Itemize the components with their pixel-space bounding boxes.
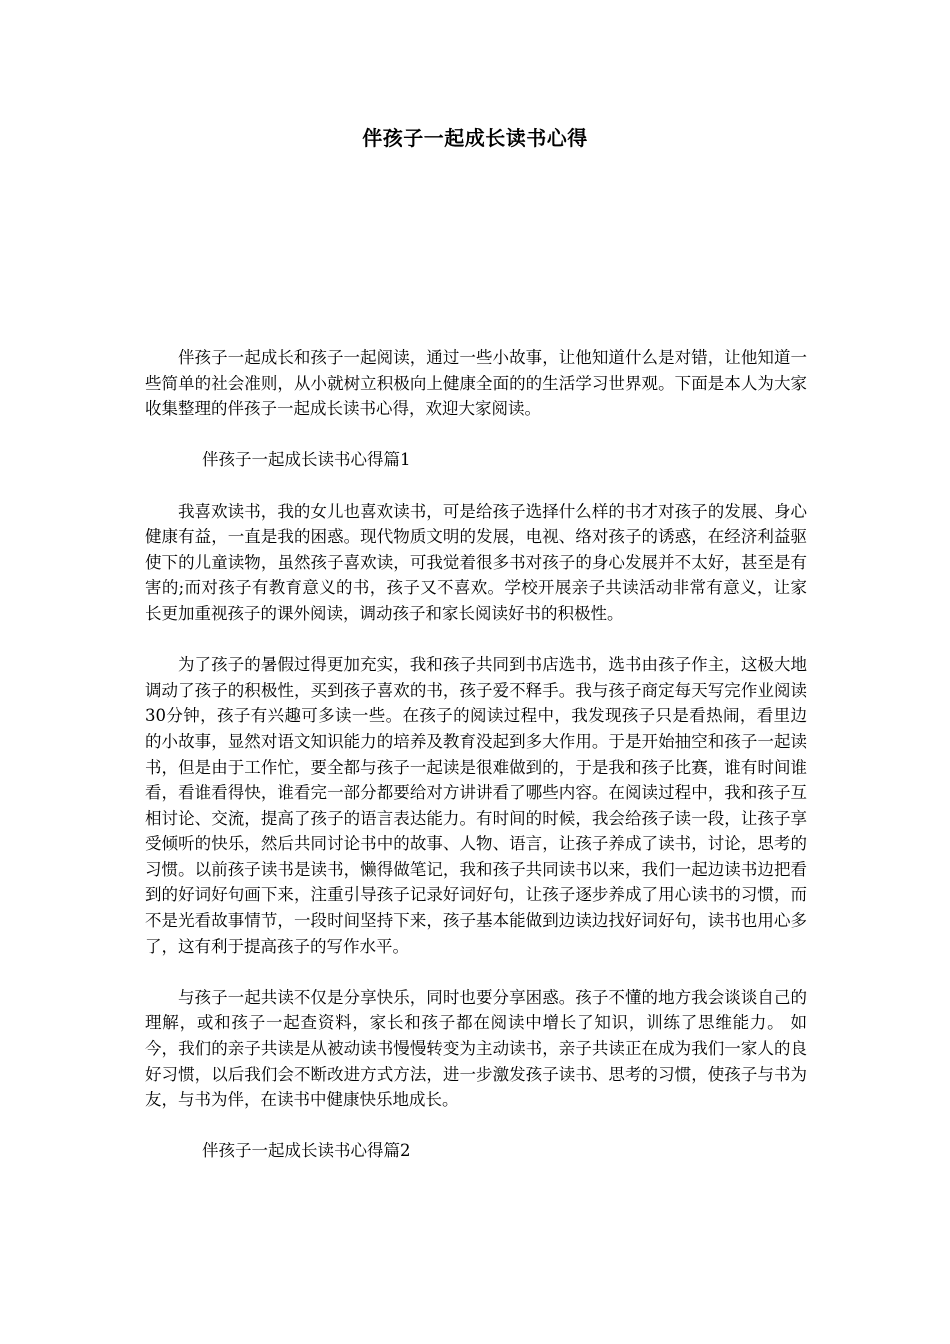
section1-paragraph-3: 与孩子一起共读不仅是分享快乐，同时也要分享困惑。孩子不懂的地方我会谈谈自己的理解，或和孩子一起查资料，家长和孩子都在阅读中增长了知识，训练了思维能力。 如今，我们的亲子共读是从被动读书慢慢转变为主动读书，亲子共读正在成为我们一家人的良好习惯，以后我们会不断改进方式方法，进一步激发孩子读书、思考的习惯，使孩子与书为友，与书为伴，在读书中健康快乐地成长。 xyxy=(145,987,807,1110)
section1-paragraph-1: 我喜欢读书，我的女儿也喜欢读书，可是给孩子选择什么样的书才对孩子的发展、身心健康有益，一直是我的困惑。现代物质文明的发展，电视、络对孩子的诱惑，在经济利益驱使下的儿童读物，虽然孩子喜欢读，可我觉着很多书对孩子的身心发展并不太好，甚至是有害的;而对孩子有教育意义的书，孩子又不喜欢。学校开展亲子共读活动非常有意义，让家长更加重视孩子的课外阅读，调动孩子和家长阅读好书的积极性。 xyxy=(145,501,807,623)
document-body xyxy=(145,345,807,1190)
section-heading-2: 伴孩子一起成长读书心得篇2 xyxy=(202,1141,411,1161)
section-heading-1: 伴孩子一起成长读书心得篇1 xyxy=(202,450,411,470)
document-title: 伴孩子一起成长读书心得 xyxy=(362,126,588,150)
intro-paragraph: 伴孩子一起成长和孩子一起阅读，通过一些小故事，让他知道什么是对错，让他知道一些简单的社会准则，从小就树立积极向上健康全面的的生活学习世界观。下面是本人为大家收集整理的伴孩子一起成长读书心得，欢迎大家阅读。 xyxy=(145,348,807,419)
section1-paragraph-2: 为了孩子的暑假过得更加充实，我和孩子共同到书店选书，选书由孩子作主，这极大地调动了孩子的积极性，买到孩子喜欢的书，孩子爱不释手。我与孩子商定每天写完作业阅读30分钟，孩子有兴趣可多读一些。在孩子的阅读过程中，我发现孩子只是看热闹，看里边的小故事，显然对语文知识能力的培养及教育没起到多大作用。于是开始抽空和孩子一起读书，但是由于工作忙，要全都与孩子一起读是很难做到的，于是我和孩子比赛，谁有时间谁看，看谁看得快，谁看完一部分都要给对方讲讲看了哪些内容。在阅读过程中，我和孩子互相讨论、交流，提高了孩子的语言表达能力。有时间的时候，我会给孩子读一段，让孩子享受倾听的快乐，然后共同讨论书中的故事、人物、语言，让孩子养成了读书，讨论，思考的习惯。以前孩子读书是读书，懒得做笔记，我和孩子共同读书以来，我们一起边读书边把看到的好词好句画下来，注重引导孩子记录好词好句，让孩子逐步养成了用心读书的习惯，而不是光看故事情节，一段时间坚持下来，孩子基本能做到边读边找好词好句，读书也用心多了，这有利于提高孩子的写作水平。 xyxy=(145,655,807,956)
